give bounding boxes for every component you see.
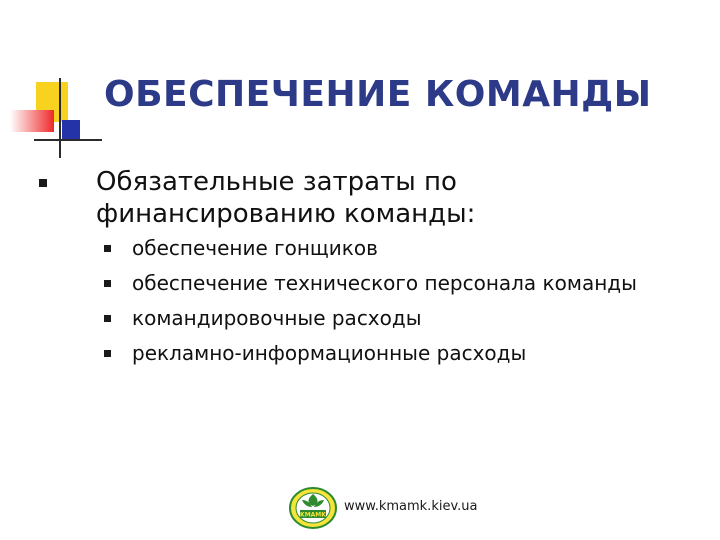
corner-decoration — [0, 0, 110, 170]
sub-bullet-marker-1 — [104, 245, 111, 252]
main-bullet-text: Обязательные затраты по финансированию команды: — [96, 167, 476, 229]
sub-bullet-text-1: обеспечение гонщиков — [132, 236, 378, 260]
sub-bullet-marker-3 — [104, 315, 111, 322]
deco-blue-square — [62, 120, 80, 140]
sub-bullet-text-3: командировочные расходы — [132, 306, 422, 330]
slide-title: ОБЕСПЕЧЕНИЕ КОМАНДЫ — [104, 74, 652, 115]
sub-bullet-marker-2 — [104, 280, 111, 287]
sub-bullet-text-4: рекламно-информационные расходы — [132, 341, 527, 365]
kmamk-logo — [288, 486, 338, 530]
sub-bullet-marker-4 — [104, 350, 111, 357]
sub-bullet-text-2: обеспечение технического персонала команды — [132, 271, 637, 295]
footer-url[interactable]: www.kmamk.kiev.ua — [344, 499, 478, 514]
deco-red-square — [10, 110, 54, 132]
logo-label: KMAMK — [300, 511, 326, 519]
main-bullet-marker — [39, 179, 47, 187]
